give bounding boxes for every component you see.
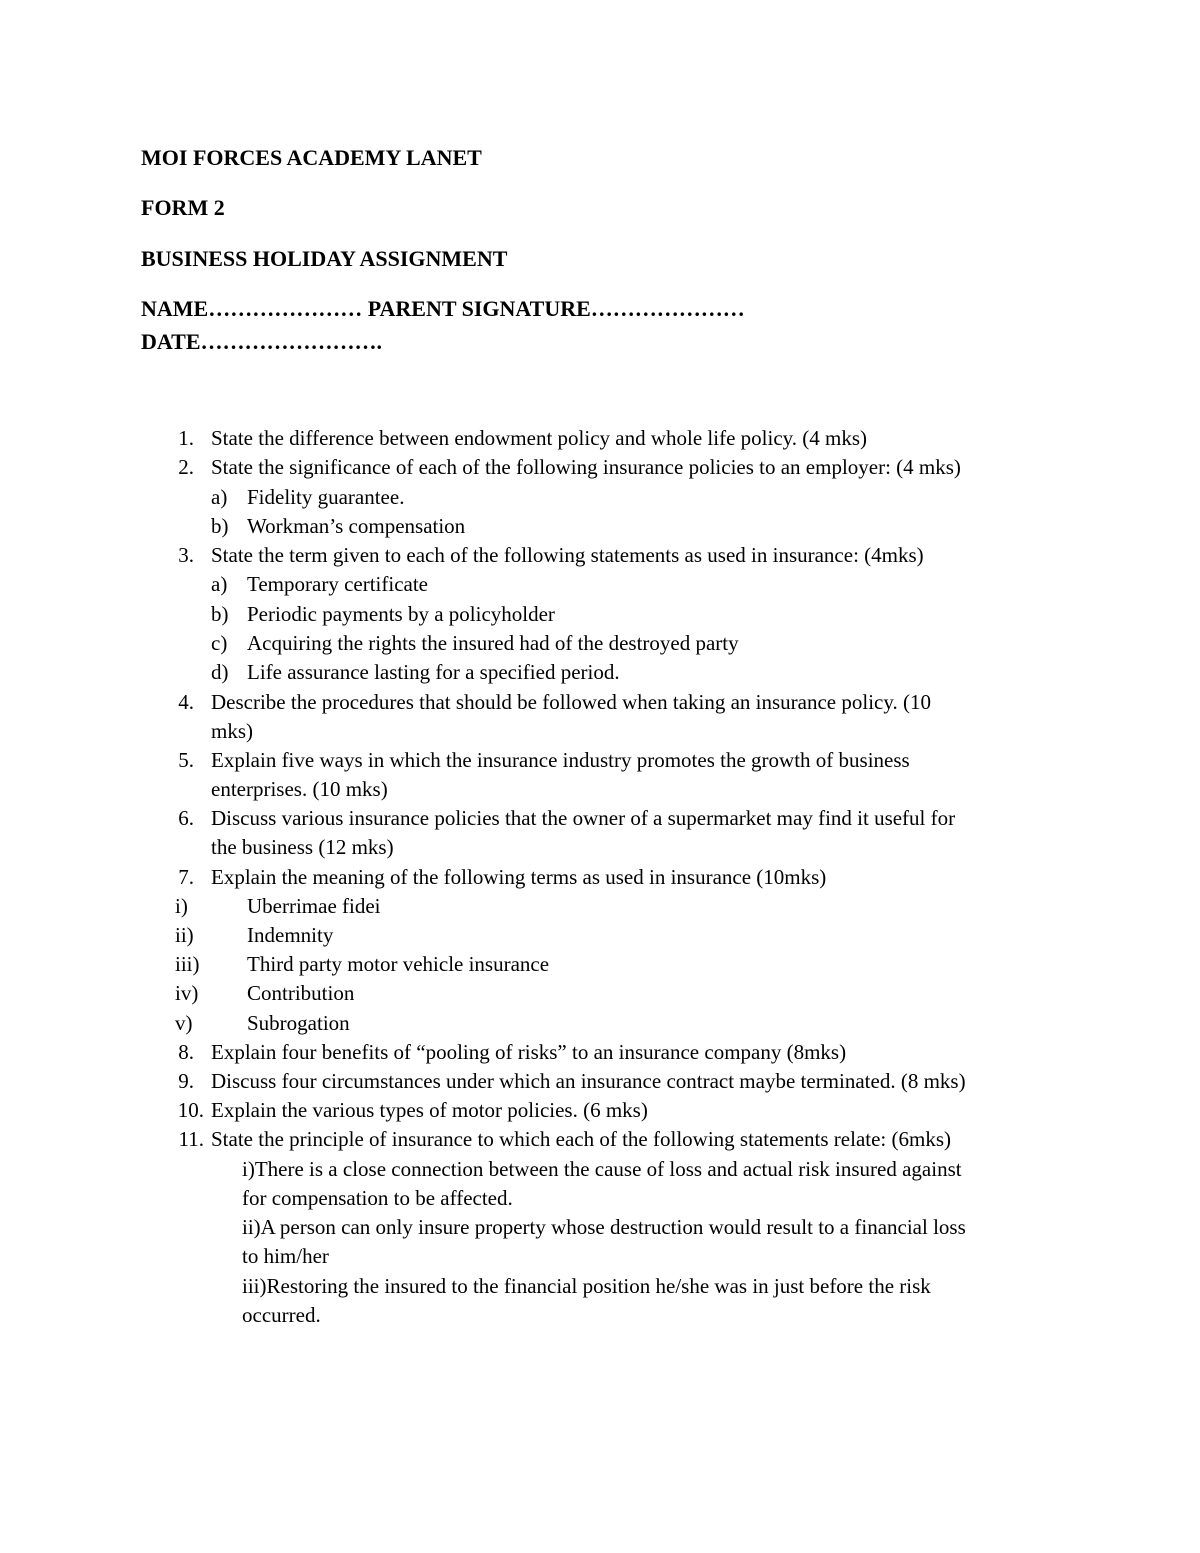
sub-item-text: Workman’s compensation: [247, 514, 466, 538]
sub-item-label: a): [211, 572, 228, 596]
statement-text: ii)A person can only insure property whose destruction would result to a financial loss: [242, 1215, 966, 1239]
statement-text-continued: to him/her: [242, 1244, 329, 1268]
sub-item-label: i): [175, 894, 188, 918]
sub-item-label: d): [211, 660, 229, 684]
statement-text: iii)Restoring the insured to the financial position he/she was in just before the risk: [242, 1274, 931, 1298]
sub-item-label: a): [211, 485, 228, 509]
question-number: 11.: [178, 1127, 204, 1151]
question-text-continued: the business (12 mks): [211, 835, 394, 859]
question-number: 5.: [178, 748, 194, 772]
sub-item-text: Uberrimae fidei: [247, 894, 381, 918]
statement-text-continued: for compensation to be affected.: [242, 1186, 513, 1210]
question-text: Explain the various types of motor policies. (6 mks): [211, 1098, 648, 1122]
assignment-title: BUSINESS HOLIDAY ASSIGNMENT: [141, 246, 508, 271]
sub-item-label: iv): [175, 981, 199, 1005]
question-number: 8.: [178, 1040, 194, 1064]
sub-item-text: Third party motor vehicle insurance: [247, 952, 550, 976]
sub-item-text: Temporary certificate: [247, 572, 429, 596]
question-number: 3.: [178, 543, 194, 567]
question-number: 6.: [178, 806, 194, 830]
form-level: FORM 2: [141, 195, 225, 220]
question-number: 1.: [178, 426, 194, 450]
question-number: 4.: [178, 690, 194, 714]
sub-item-text: Life assurance lasting for a specified period.: [247, 660, 620, 684]
question-text: Explain five ways in which the insurance industry promotes the growth of business: [211, 748, 910, 772]
sub-item-label: ii): [175, 923, 194, 947]
question-text: State the term given to each of the following statements as used in insurance: (4mks): [211, 543, 924, 567]
question-text-continued: mks): [211, 719, 253, 743]
sub-item-label: b): [211, 602, 229, 626]
question-number: 9.: [178, 1069, 194, 1093]
question-text: Explain four benefits of “pooling of risks” to an insurance company (8mks): [211, 1040, 847, 1064]
question-text: State the difference between endowment policy and whole life policy. (4 mks): [211, 426, 868, 450]
sub-item-label: b): [211, 514, 229, 538]
statement-text: i)There is a close connection between the cause of loss and actual risk insured against: [242, 1157, 962, 1181]
question-text: Discuss four circumstances under which an insurance contract maybe terminated. (8 mks): [211, 1069, 966, 1093]
sub-item-text: Acquiring the rights the insured had of the destroyed party: [247, 631, 739, 655]
statement-text-continued: occurred.: [242, 1303, 321, 1327]
question-text: Describe the procedures that should be followed when taking an insurance policy. (10: [211, 690, 931, 714]
sub-item-label: iii): [175, 952, 200, 976]
sub-item-text: Indemnity: [247, 923, 334, 947]
sub-item-text: Periodic payments by a policyholder: [247, 602, 555, 626]
question-text: State the significance of each of the following insurance policies to an employer: (4 mks): [211, 455, 961, 479]
question-text: State the principle of insurance to which each of the following statements relate: (6mks): [211, 1127, 952, 1151]
question-text: Explain the meaning of the following terms as used in insurance (10mks): [211, 865, 827, 889]
question-number: 10.: [177, 1098, 204, 1122]
question-text-continued: enterprises. (10 mks): [211, 777, 388, 801]
question-number: 2.: [178, 455, 194, 479]
sub-item-text: Fidelity guarantee.: [247, 485, 405, 509]
date-line: DATE…………………….: [141, 329, 382, 354]
question-number: 7.: [178, 865, 194, 889]
name-signature-line: NAME………………… PARENT SIGNATURE…………………: [141, 296, 745, 321]
sub-item-text: Contribution: [247, 981, 355, 1005]
sub-item-label: c): [211, 631, 228, 655]
question-text: Discuss various insurance policies that the owner of a supermarket may find it useful for: [211, 806, 956, 830]
sub-item-text: Subrogation: [247, 1011, 350, 1035]
school-name: MOI FORCES ACADEMY LANET: [141, 145, 482, 170]
sub-item-label: v): [175, 1011, 193, 1035]
